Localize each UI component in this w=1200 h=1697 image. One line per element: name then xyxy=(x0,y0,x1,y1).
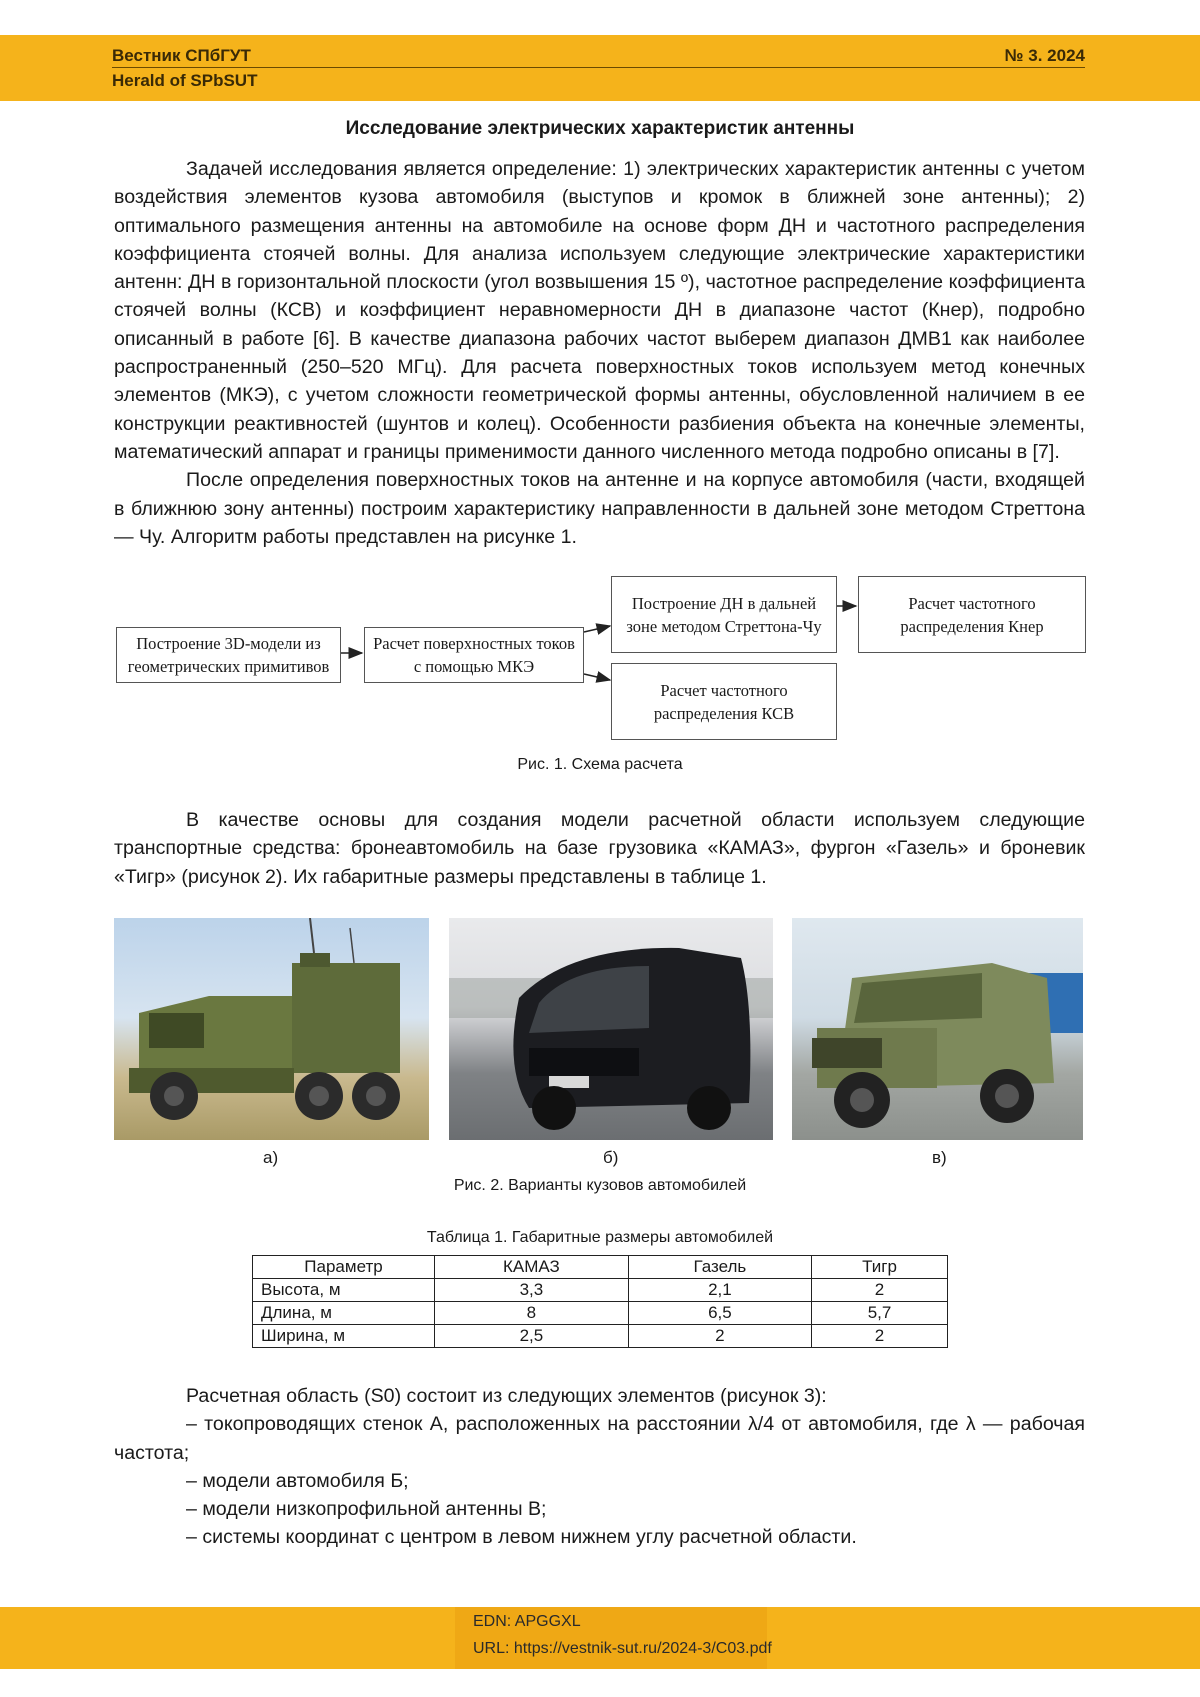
table-cell: 2 xyxy=(812,1279,948,1302)
flow-box-far-field: Построение ДН в дальней зоне методом Стреттона-Чу xyxy=(611,576,837,653)
table-header-cell: Параметр xyxy=(253,1256,435,1279)
journal-title-ru: Вестник СПбГУТ xyxy=(112,46,251,65)
table-cell: Ширина, м xyxy=(253,1325,435,1348)
dimensions-table xyxy=(252,1255,948,1348)
table-cell: 2 xyxy=(812,1325,948,1348)
paragraph-3: В качестве основы для создания модели расчетной области используем следующие транспортные средства: бронеавтомобиль на базе грузовика «КАМАЗ», фургон «Газель» и броневик «Тигр» (рисунок 2). Их габаритные размеры представлены в таблице 1. xyxy=(114,809,1085,888)
table-row xyxy=(253,1302,948,1325)
paragraph-1: Задачей исследования является определение: 1) электрических характеристик антенны с учетом воздействия элементов кузова автомобиля (выступов и кромок в ближней зоне антенны); 2) оптимального размещения антенны на автомобиле на основе форм ДН и частотного распределения коэффициента стоячей волны. Для анализа используем следующие электрические характеристики антенн: ДН в горизонтальной плоскости (угол возвышения 15 º), частотное распределение коэффициента стоячей волны (КСВ) и коэффициент неравномерности ДН в диапазоне частот (Кнер), подробно описанный в работе [6]. В качестве диапазона рабочих частот выберем диапазон ДМВ1 как наиболее распространенный (250–520 МГц). Для расчета поверхностных токов используем метод конечных элементов (МКЭ), с учетом сложности геометрической формы антенны, обусловленной наличием в ее конструкции реактивностей (шунтов и колец). Особенности разбиения объекта на конечные элементы, математический аппарат и границы применимости данного численного метода подробно описаны в [7]. xyxy=(114,158,1085,463)
flow-box-vswr-distribution: Расчет частотного распределения КСВ xyxy=(611,663,837,740)
list-item: – токопроводящих стенок А, расположенных на расстоянии λ/4 от автомобиля, где λ — рабочая частота; xyxy=(114,1413,1085,1464)
table-cell: 2,5 xyxy=(435,1325,629,1348)
table-header-cell: КАМАЗ xyxy=(435,1256,629,1279)
table-cell: 8 xyxy=(435,1302,629,1325)
figure-2-label-a: а) xyxy=(263,1148,279,1167)
table-cell: Длина, м xyxy=(253,1302,435,1325)
kamaz-photo xyxy=(114,918,429,1140)
table-cell: 2 xyxy=(628,1325,811,1348)
table-1-caption: Таблица 1. Габаритные размеры автомобилей xyxy=(426,1229,774,1246)
flow-box-knr-distribution: Расчет частотного распределения Кнер xyxy=(858,576,1086,653)
tigr-photo xyxy=(792,918,1083,1140)
table-row xyxy=(253,1279,948,1302)
table-row xyxy=(253,1325,948,1348)
table-cell: 6,5 xyxy=(628,1302,811,1325)
table-cell: 2,1 xyxy=(628,1279,811,1302)
paragraph-2: После определения поверхностных токов на антенне и на корпусе автомобиля (части, входящей в ближнюю зону антенны) построим характеристику направленности в дальней зоне методом Стреттона — Чу. Алгоритм работы представлен на рисунке 1. xyxy=(114,469,1085,548)
list-item: – модели низкопрофильной антенны В; xyxy=(186,1498,547,1521)
table-header-cell: Газель xyxy=(628,1256,811,1279)
page-header xyxy=(0,35,1200,101)
list-item: – системы координат с центром в левом нижнем углу расчетной области. xyxy=(186,1526,857,1549)
edn-code: EDN: APGGXL xyxy=(473,1613,581,1630)
issue-number: № 3. 2024 xyxy=(1004,46,1085,65)
body-text-block-2 xyxy=(114,806,1085,891)
gazel-photo xyxy=(449,918,773,1140)
figure-2-label-v: в) xyxy=(932,1148,947,1167)
flow-box-3d-model: Построение 3D-модели из геометрических примитивов xyxy=(116,627,341,683)
table-header-row xyxy=(253,1256,948,1279)
journal-title-en: Herald of SPbSUT xyxy=(112,71,258,90)
paragraph-4: Расчетная область (S0) состоит из следующих элементов (рисунок 3): xyxy=(186,1385,827,1407)
figure-2-caption: Рис. 2. Варианты кузовов автомобилей xyxy=(453,1177,747,1194)
article-url[interactable]: URL: https://vestnik-sut.ru/2024-3/C03.pdf xyxy=(473,1640,772,1657)
flow-box-surface-currents: Расчет поверхностных токов с помощью МКЭ xyxy=(364,627,584,683)
list-item: – модели автомобиля Б; xyxy=(186,1469,409,1492)
figure-1-caption: Рис. 1. Схема расчета xyxy=(517,756,683,773)
body-text-block-3 xyxy=(114,1382,1085,1552)
header-divider xyxy=(112,67,1085,68)
table-header-cell: Тигр xyxy=(812,1256,948,1279)
table-cell: 5,7 xyxy=(812,1302,948,1325)
table-cell: Высота, м xyxy=(253,1279,435,1302)
table-cell: 3,3 xyxy=(435,1279,629,1302)
figure-2-label-b: б) xyxy=(603,1148,619,1167)
section-title: Исследование электрических характеристик антенны xyxy=(345,118,855,139)
body-text-block-1 xyxy=(114,155,1085,551)
page-footer xyxy=(0,1607,1200,1669)
